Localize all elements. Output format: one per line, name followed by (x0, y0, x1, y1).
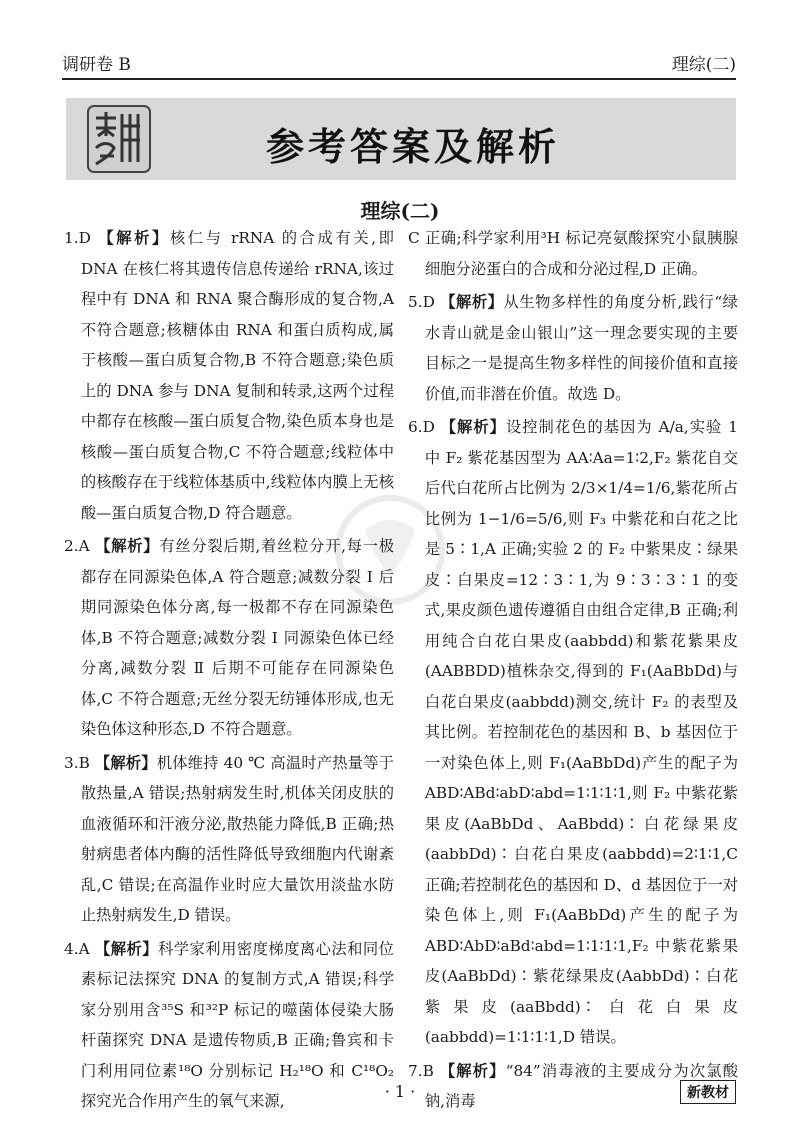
subject-title: 理综(二) (360, 199, 440, 223)
answer-continuation (408, 223, 738, 284)
answer-number: 7.B (408, 1061, 434, 1080)
analysis-tag: 【解析】 (94, 939, 159, 958)
banner-title: 参考答案及解析 (266, 125, 561, 169)
answer-item (64, 223, 394, 528)
analysis-tag: 【解析】 (98, 229, 170, 247)
header-left: 调研卷 B (62, 55, 131, 75)
right-column (408, 223, 738, 1120)
answer-text: 从生物多样性的角度分析,践行“绿水青山就是金山银山”这一理念要实现的主要目标之一是提高生物多样性的间接价值和直接价值,而非潜在价值。故选 D。 (424, 293, 738, 403)
answer-text: C 正确;科学家利用³H 标记亮氨酸探究小鼠胰腺细胞分泌蛋白的合成和分泌过程,D 正确。 (408, 229, 738, 278)
answer-text: “84”消毒液的主要成分为次氯酸钠,消毒 (424, 1061, 738, 1110)
header-rule (62, 78, 736, 80)
analysis-tag: 【解析】 (440, 293, 504, 311)
answer-text: 科学家利用密度梯度离心法和同位素标记法探究 DNA 的复制方式,A 错误;科学家分别用含³⁵S 和³²P 标记的噬菌体侵染大肠杆菌探究 DNA 是遗传物质,B 正确;鲁宾和卡门利用同位素¹⁸O 分别标记 H₂¹⁸O 和 C¹⁸O₂ 探究光合作用产生的氧气来源, (80, 939, 394, 1110)
page-number: · 1 · (384, 1082, 416, 1101)
answer-number: 3.B (64, 753, 90, 772)
header-right: 理综(二) (671, 55, 736, 75)
analysis-tag: 【解析】 (440, 418, 506, 436)
answer-item (408, 287, 738, 409)
answer-text: 机体维持 40 ℃ 高温时产热量等于散热量,A 错误;热射病发生时,机体关闭皮肤的血液循环和汗液分泌,散热能力降低,B 正确;热射病患者体内酶的活性降低导致细胞内代谢紊乱,C 错误;在高温作业时应大量饮用淡盐水防止热射病发生,D 错误。 (80, 753, 394, 924)
answer-text: 核仁与 rRNA 的合成有关,即 DNA 在核仁将其遗传信息传递给 rRNA,该过程中有 DNA 和 RNA 聚合酶形成的复合物,A 不符合题意;核糖体由 RNA 和蛋白质构成,属于核酸—蛋白质复合物,B 不符合题意;染色质上的 DNA 参与 DNA 复制和转录,这两个过程中都存在核酸—蛋白质复合物,染色质本身也是核酸—蛋白质复合物,C 不符合题意;线粒体中的核酸存在于线粒体基质中,线粒体内膜上无核酸—蛋白质复合物,D 符合题意。 (80, 229, 394, 522)
title-banner (66, 98, 736, 180)
answer-number: 4.A (64, 939, 90, 958)
answer-number: 5.D (408, 293, 435, 311)
analysis-tag: 【解析】 (439, 1061, 506, 1080)
left-column (64, 223, 394, 1120)
analysis-tag: 【解析】 (94, 753, 157, 772)
analysis-tag: 【解析】 (95, 537, 160, 555)
answer-item (64, 531, 394, 745)
answer-number: 2.A (64, 537, 90, 555)
seal-logo-icon (86, 104, 152, 174)
answer-number: 6.D (408, 418, 435, 436)
answer-item (64, 748, 394, 931)
edition-badge: 新教材 (680, 1080, 736, 1104)
answer-text: 设控制花色的基因为 A/a,实验 1 中 F₂ 紫花基因型为 AA∶Aa=1∶2,F₂ 紫花自交后代白花所占比例为 2/3×1/4=1/6,紫花所占比例为 1−1/6=5/6,则 F₃ 中紫花和白花之比是 5∶1,A 正确;实验 2 的 F₂ 中紫果皮∶绿果皮∶白果皮=12∶3∶1,为 9∶3∶3∶1 的变式,果皮颜色遗传遵循自由组合定律,B 正确;利用纯合白花白果皮(aabbdd)和紫花紫果皮(AABBDD)植株杂交,得到的 F₁(AaBbDd)与白花白果皮(aabbdd)测交,统计 F₂ 的表型及其比例。若控制花色的基因和 B、b 基因位于一对染色体上,则 F₁(AaBbDd)产生的配子为 ABD∶ABd∶abD∶abd=1∶1∶1∶1,则 F₂ 中紫花紫果皮(AaBbDd、AaBbdd)∶白花绿果皮(aabbDd)∶白花白果皮(aabbdd)=2∶1∶1,C 正确;若控制花色的基因和 D、d 基因位于一对染色体上,则 F₁(AaBbDd)产生的配子为 ABD∶AbD∶aBd∶abd=1∶1∶1∶1,F₂ 中紫花紫果皮(AaBbDd)∶紫花绿果皮(AabbDd)∶白花紫果皮(aaBbdd)∶白花白果皮(aabbdd)=1∶1∶1∶1,D 错误。 (424, 418, 738, 1046)
answer-text: 有丝分裂后期,着丝粒分开,每一极都存在同源染色体,A 符合题意;减数分裂 Ⅰ 后期同源染色体分离,每一极都不存在同源染色体,B 不符合题意;减数分裂 Ⅰ 同源染色体已经分离,减数分裂 Ⅱ 后期不可能存在同源染色体,C 不符合题意;无丝分裂无纺锤体形成,也无染色体这种形态,D 不符合题意。 (80, 537, 394, 738)
answer-number: 1.D (64, 229, 91, 247)
answer-item (408, 412, 738, 1053)
